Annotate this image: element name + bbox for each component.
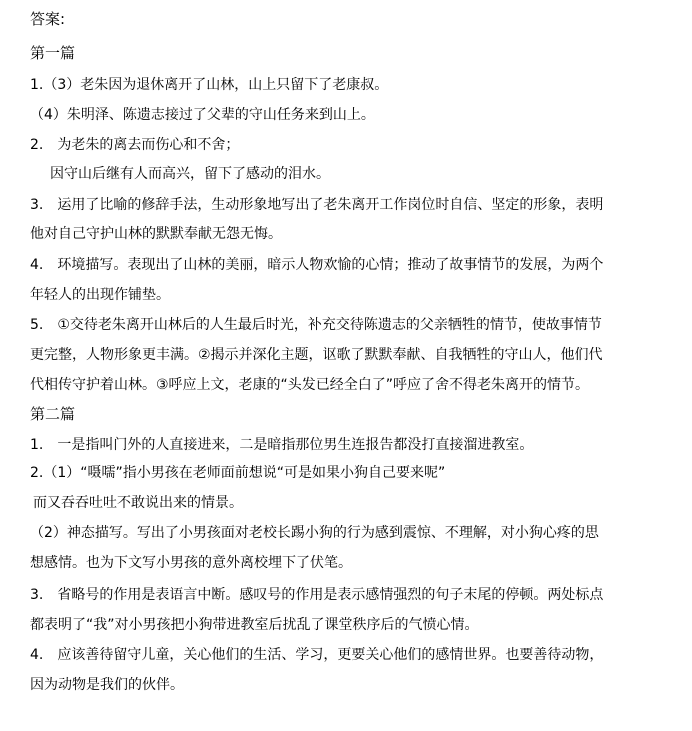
- p2-q2-line-d: 想感情。也为下文写小男孩的意外离校埋下了伏笔。: [30, 555, 352, 571]
- p1-q5-line-c: 代相传守护着山林。③呼应上文，老康的“头发已经全白了”呼应了舍不得老朱离开的情节。: [30, 377, 590, 393]
- p2-q2-line-a: 2.（1）“嗫嚅”指小男孩在老师面前想说“可是如果小狗自己要来呢”: [30, 465, 446, 481]
- part1-title: 第一篇: [30, 44, 76, 62]
- part2-title: 第二篇: [30, 405, 76, 423]
- p1-q5-line-a: 5. ①交待老朱离开山林后的人生最后时光，补充交待陈遗志的父亲牺牲的情节，使故事情节: [30, 317, 602, 333]
- p1-q1-line-a: 1.（3）老朱因为退休离开了山林，山上只留下了老康叔。: [30, 77, 389, 93]
- p1-q2-line-b: 因守山后继有人而高兴，留下了感动的泪水。: [50, 166, 330, 182]
- p1-q2-line-a: 2. 为老朱的离去而伤心和不舍；: [30, 137, 240, 153]
- p2-q2-line-b: 而又吞吞吐吐不敢说出来的情景。: [33, 495, 243, 511]
- p2-q4-line-a: 4. 应该善待留守儿童，关心他们的生活、学习，更要关心他们的感情世界。也要善待动物，: [30, 647, 604, 663]
- p1-q4-line-b: 年轻人的出现作铺垫。: [30, 287, 170, 303]
- p2-q1-line: 1. 一是指叫门外的人直接进来，二是暗指那位男生连报告都没打直接溜进教室。: [30, 437, 534, 453]
- p2-q3-line-a: 3. 省略号的作用是表语言中断。感叹号的作用是表示感情强烈的句子末尾的停顿。两处标点: [30, 587, 604, 603]
- p1-q3-line-a: 3. 运用了比喻的修辞手法，生动形象地写出了老朱离开工作岗位时自信、坚定的形象，表明: [30, 197, 604, 213]
- p1-q1-line-b: （4）朱明泽、陈遗志接过了父辈的守山任务来到山上。: [30, 107, 375, 123]
- p1-q3-line-b: 他对自己守护山林的默默奉献无怨无悔。: [30, 226, 282, 242]
- p1-q4-line-a: 4. 环境描写。表现出了山林的美丽，暗示人物欢愉的心情；推动了故事情节的发展，为两个: [30, 257, 604, 273]
- p2-q2-line-c: （2）神态描写。写出了小男孩面对老校长踢小狗的行为感到震惊、不理解，对小狗心疼的思: [30, 525, 599, 541]
- answers-label: 答案:: [30, 10, 66, 28]
- p2-q4-line-b: 因为动物是我们的伙伴。: [30, 677, 184, 693]
- p2-q3-line-b: 都表明了“我”对小男孩把小狗带进教室后扰乱了课堂秩序后的气愤心情。: [30, 617, 479, 633]
- p1-q5-line-b: 更完整，人物形象更丰满。②揭示并深化主题，讴歌了默默奉献、自我牺牲的守山人，他们代: [30, 347, 603, 363]
